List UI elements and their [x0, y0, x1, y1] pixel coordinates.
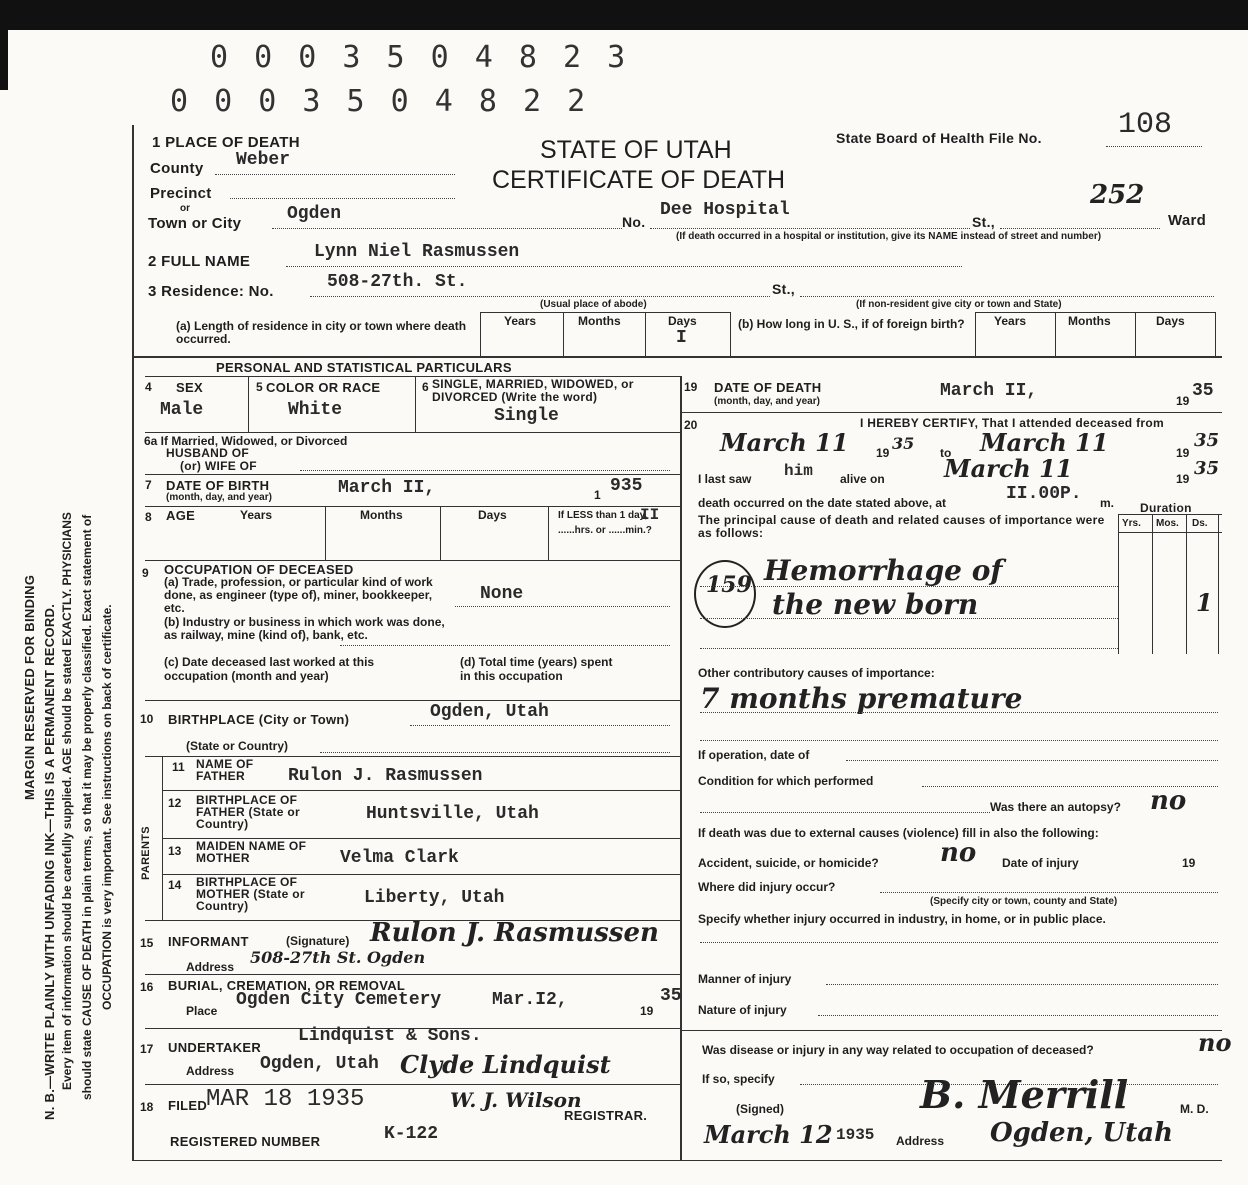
undertaker-signature: Clyde Lindquist	[400, 1050, 611, 1079]
town-label: Town or City	[148, 215, 242, 232]
where-injury-label: Where did injury occur?	[698, 880, 836, 894]
age-label: AGE	[166, 508, 196, 523]
residence-label: 3 Residence: No.	[148, 283, 274, 300]
cause-label: The principal cause of death and related causes of importance were as follows:	[698, 513, 1105, 540]
contributory-label: Other contributory causes of importance:	[698, 666, 935, 680]
scan-border-left	[0, 30, 8, 90]
occupation-b-label: (b) Industry or business in which work was done, as railway, mine (kind of), bank, etc.	[164, 615, 445, 642]
spouse-label-1: 6a If Married, Widowed, or Divorced	[144, 434, 348, 448]
serial-number-top: 0 0 0 3 5 0 4 8 2 3	[210, 40, 630, 75]
last-saw-year: 35	[1194, 458, 1220, 479]
us-years-header: Years	[994, 314, 1027, 328]
res-days-header: Days	[668, 314, 697, 328]
age-months-label: Months	[360, 508, 403, 522]
father-name-label: NAME OF FATHER	[196, 757, 254, 783]
abode-note: (Usual place of abode)	[540, 299, 647, 310]
where-injury-note: (Specify city or town, county and State)	[930, 896, 1118, 907]
certificate-title: CERTIFICATE OF DEATH	[492, 166, 786, 194]
less-than-day-label: If LESS than 1 day, ......hrs. or ......min.?	[558, 510, 652, 536]
sex-value: Male	[160, 400, 204, 420]
last-saw-pronoun: him	[784, 462, 813, 480]
residence-street-label: St.,	[772, 281, 795, 297]
res-days-value: I	[676, 328, 687, 348]
mother-birthplace-label: BIRTHPLACE OF MOTHER (State or Country)	[196, 875, 305, 913]
duration-mos: Mos.	[1156, 518, 1179, 529]
or-label: or	[180, 203, 190, 214]
manner-label: Manner of injury	[698, 972, 792, 986]
physician-address: Ogden, Utah	[990, 1118, 1173, 1148]
marital-value: Single	[494, 406, 559, 426]
margin-permanent-note: N. B.—WRITE PLAINLY WITH UNFADING INK—THIS IS A PERMANENT RECORD.	[42, 603, 57, 1120]
nature-label: Nature of injury	[698, 1003, 787, 1017]
filed-label: FILED	[168, 1098, 208, 1113]
marital-label: SINGLE, MARRIED, WIDOWED, or DIVORCED (Write the word)	[432, 377, 634, 404]
physician-signature: B. Merrill	[920, 1072, 1129, 1117]
street-no-label: No.	[622, 214, 646, 230]
serial-number-second: 0 0 0 3 5 0 4 8 2 2	[170, 84, 590, 119]
local-number: 252	[1090, 180, 1145, 210]
registrar-signature: W. J. Wilson	[450, 1088, 582, 1112]
margin-binding-note: MARGIN RESERVED FOR BINDING	[22, 574, 37, 800]
mother-birthplace-value: Liberty, Utah	[364, 888, 505, 908]
birthplace-value: Ogden, Utah	[430, 702, 549, 722]
spouse-label-3: (or) WIFE OF	[180, 459, 257, 473]
foreign-birth-label: (b) How long in U. S., if of foreign birth?	[738, 317, 965, 331]
registrar-label: REGISTRAR.	[564, 1108, 648, 1123]
spouse-label-2: HUSBAND OF	[166, 446, 249, 460]
burial-date: Mar.I2,	[492, 990, 568, 1010]
last-saw-date: March 11	[944, 454, 1073, 483]
occupation-a-label: (a) Trade, profession, or particular kind of work done, as engineer (type of), miner, bookkeeper, etc.	[164, 575, 433, 615]
residence-value: 508-27th. St.	[327, 272, 468, 292]
duration-yrs: Yrs.	[1122, 518, 1141, 529]
ward-label: Ward	[1168, 212, 1207, 229]
death-time: II.00P.	[1006, 484, 1082, 504]
less-than-day-value: II	[640, 506, 660, 524]
town-value: Ogden	[287, 204, 342, 224]
margin-instructions-2: should state CAUSE OF DEATH in plain terms, so that it may be properly classified. Exact statement of	[80, 514, 94, 1100]
parents-side-label: PARENTS	[140, 826, 152, 880]
full-name-value: Lynn Niel Rasmussen	[314, 242, 520, 262]
father-name-value: Rulon J. Rasmussen	[288, 766, 483, 786]
mother-name-label: MAIDEN NAME OF MOTHER	[196, 839, 307, 865]
birthplace-label: BIRTHPLACE (City or Town)	[168, 712, 350, 727]
birth-value: March II,	[338, 478, 436, 498]
injury-date-label: Date of injury	[1002, 856, 1079, 870]
cause-line-1: Hemorrhage of	[764, 554, 1003, 587]
death-date: March II,	[940, 381, 1038, 401]
county-label: County	[150, 160, 204, 177]
informant-address: 508-27th St. Ogden	[250, 948, 426, 967]
birth-year: 935	[610, 476, 643, 496]
occupation-c-label: (c) Date deceased last worked at this occupation (month and year)	[164, 655, 375, 683]
center-divider	[680, 376, 682, 1160]
condition-label: Condition for which performed	[698, 774, 874, 788]
duration-ds: Ds.	[1192, 518, 1208, 529]
scan-border-top	[0, 0, 1248, 30]
us-days-header: Days	[1156, 314, 1185, 328]
burial-year-prefix: 19	[640, 1004, 654, 1018]
birth-label: DATE OF BIRTH	[166, 478, 270, 493]
physician-address-label: Address	[896, 1134, 945, 1148]
age-days-label: Days	[478, 508, 507, 522]
death-year-prefix: 19	[1176, 394, 1190, 408]
county-value: Weber	[236, 150, 291, 170]
occupation-related-value: no	[1198, 1028, 1232, 1057]
mother-name-value: Velma Clark	[340, 848, 459, 868]
informant-sig-label: (Signature)	[286, 934, 350, 948]
street-no-value: Dee Hospital	[660, 200, 790, 220]
file-number-label: State Board of Health File No.	[836, 130, 1042, 146]
cause-line-2: the new born	[772, 588, 979, 621]
res-years-header: Years	[504, 314, 537, 328]
certify-label: I HEREBY CERTIFY, That I attended deceased from	[860, 416, 1164, 430]
informant-address-label: Address	[186, 960, 235, 974]
alive-on-label: alive on	[840, 472, 885, 486]
accident-label: Accident, suicide, or homicide?	[698, 856, 879, 870]
signed-date: March 12	[704, 1120, 833, 1149]
registered-number-label: REGISTERED NUMBER	[170, 1134, 321, 1149]
last-saw-label: I last saw	[698, 472, 752, 486]
operation-label: If operation, date of	[698, 748, 810, 762]
cause-duration-days: 1	[1196, 588, 1213, 617]
autopsy-label: Was there an autopsy?	[990, 800, 1121, 814]
duration-label: Duration	[1140, 501, 1192, 515]
sex-label: SEX	[176, 380, 203, 395]
color-label: COLOR OR RACE	[266, 380, 381, 395]
precinct-label: Precinct	[150, 185, 212, 202]
hospital-note: (If death occurred in a hospital or institution, give its NAME instead of street and number)	[676, 231, 1102, 242]
burial-place-label: Place	[186, 1004, 218, 1018]
margin-instructions-3: OCCUPATION is very important. See instructions on back of certificate.	[100, 604, 114, 1010]
burial-year: 35	[660, 986, 682, 1006]
place-of-death-heading: 1 PLACE OF DEATH	[152, 134, 300, 151]
birthplace-sublabel: (State or Country)	[186, 739, 288, 753]
margin-instructions-1: Every item of information should be carefully supplied. AGE should be stated EXACTLY. PHYSICIANS	[60, 512, 74, 1090]
attended-to-year: 35	[1194, 430, 1220, 451]
age-years-label: Years	[240, 508, 273, 522]
burial-place: Ogden City Cemetery	[236, 990, 442, 1010]
res-months-header: Months	[578, 314, 621, 328]
signed-label: (Signed)	[736, 1102, 784, 1116]
frame-left	[132, 125, 134, 1160]
accident-value: no	[940, 838, 977, 868]
registered-number: K-122	[384, 1124, 439, 1144]
undertaker-name: Lindquist & Sons.	[298, 1026, 482, 1046]
personal-heading: PERSONAL AND STATISTICAL PARTICULARS	[216, 360, 512, 375]
color-value: White	[288, 400, 343, 420]
informant-label: INFORMANT	[168, 934, 249, 949]
death-occurred-label: death occurred on the date stated above, at	[698, 496, 947, 510]
death-date-sublabel: (month, day, and year)	[714, 396, 820, 407]
occupation-related-label: Was disease or injury in any way related to occupation of deceased?	[702, 1043, 1094, 1057]
injury-date-19: 19	[1182, 856, 1196, 870]
father-birthplace-value: Huntsville, Utah	[366, 804, 539, 824]
informant-signature: Rulon J. Rasmussen	[370, 918, 659, 948]
attended-from-year: 35	[892, 434, 915, 453]
death-year: 35	[1192, 381, 1214, 401]
length-of-residence-label: (a) Length of residence in city or town where death occurred.	[176, 319, 467, 346]
signed-year: 1935	[836, 1126, 875, 1144]
contributory-value: 7 months premature	[700, 682, 1023, 715]
undertaker-label: UNDERTAKER	[168, 1040, 262, 1055]
cause-code: 159	[706, 572, 752, 598]
burial-label: BURIAL, CREMATION, OR REMOVAL	[168, 978, 406, 993]
occupation-heading: OCCUPATION OF DECEASED	[164, 562, 354, 577]
attended-from: March 11	[720, 428, 849, 457]
file-number: 108	[1118, 108, 1173, 142]
occupation-a-value: None	[480, 584, 524, 604]
death-date-label: DATE OF DEATH	[714, 380, 822, 395]
frame-bottom	[132, 1160, 1222, 1161]
md-label: M. D.	[1180, 1102, 1209, 1116]
specify-injury-label: Specify whether injury occurred in industry, in home, or in public place.	[698, 912, 1106, 926]
birth-sublabel: (month, day, and year)	[166, 492, 272, 503]
attended-to: March 11	[980, 428, 1109, 457]
if-so-label: If so, specify	[702, 1072, 775, 1086]
street-label: St.,	[972, 214, 995, 230]
us-months-header: Months	[1068, 314, 1111, 328]
autopsy-value: no	[1150, 786, 1187, 816]
full-name-label: 2 FULL NAME	[148, 253, 251, 270]
nonresident-note: (If non-resident give city or town and State)	[856, 299, 1062, 310]
death-time-m: m.	[1100, 496, 1115, 510]
occupation-d-label: (d) Total time (years) spent in this occupation	[460, 655, 613, 683]
filed-date: MAR 18 1935	[206, 1086, 365, 1113]
undertaker-address: Ogden, Utah	[260, 1054, 379, 1074]
state-title: STATE OF UTAH	[540, 136, 732, 164]
father-birthplace-label: BIRTHPLACE OF FATHER (State or Country)	[196, 793, 300, 831]
external-causes-label: If death was due to external causes (violence) fill in also the following:	[698, 826, 1099, 840]
undertaker-address-label: Address	[186, 1064, 235, 1078]
